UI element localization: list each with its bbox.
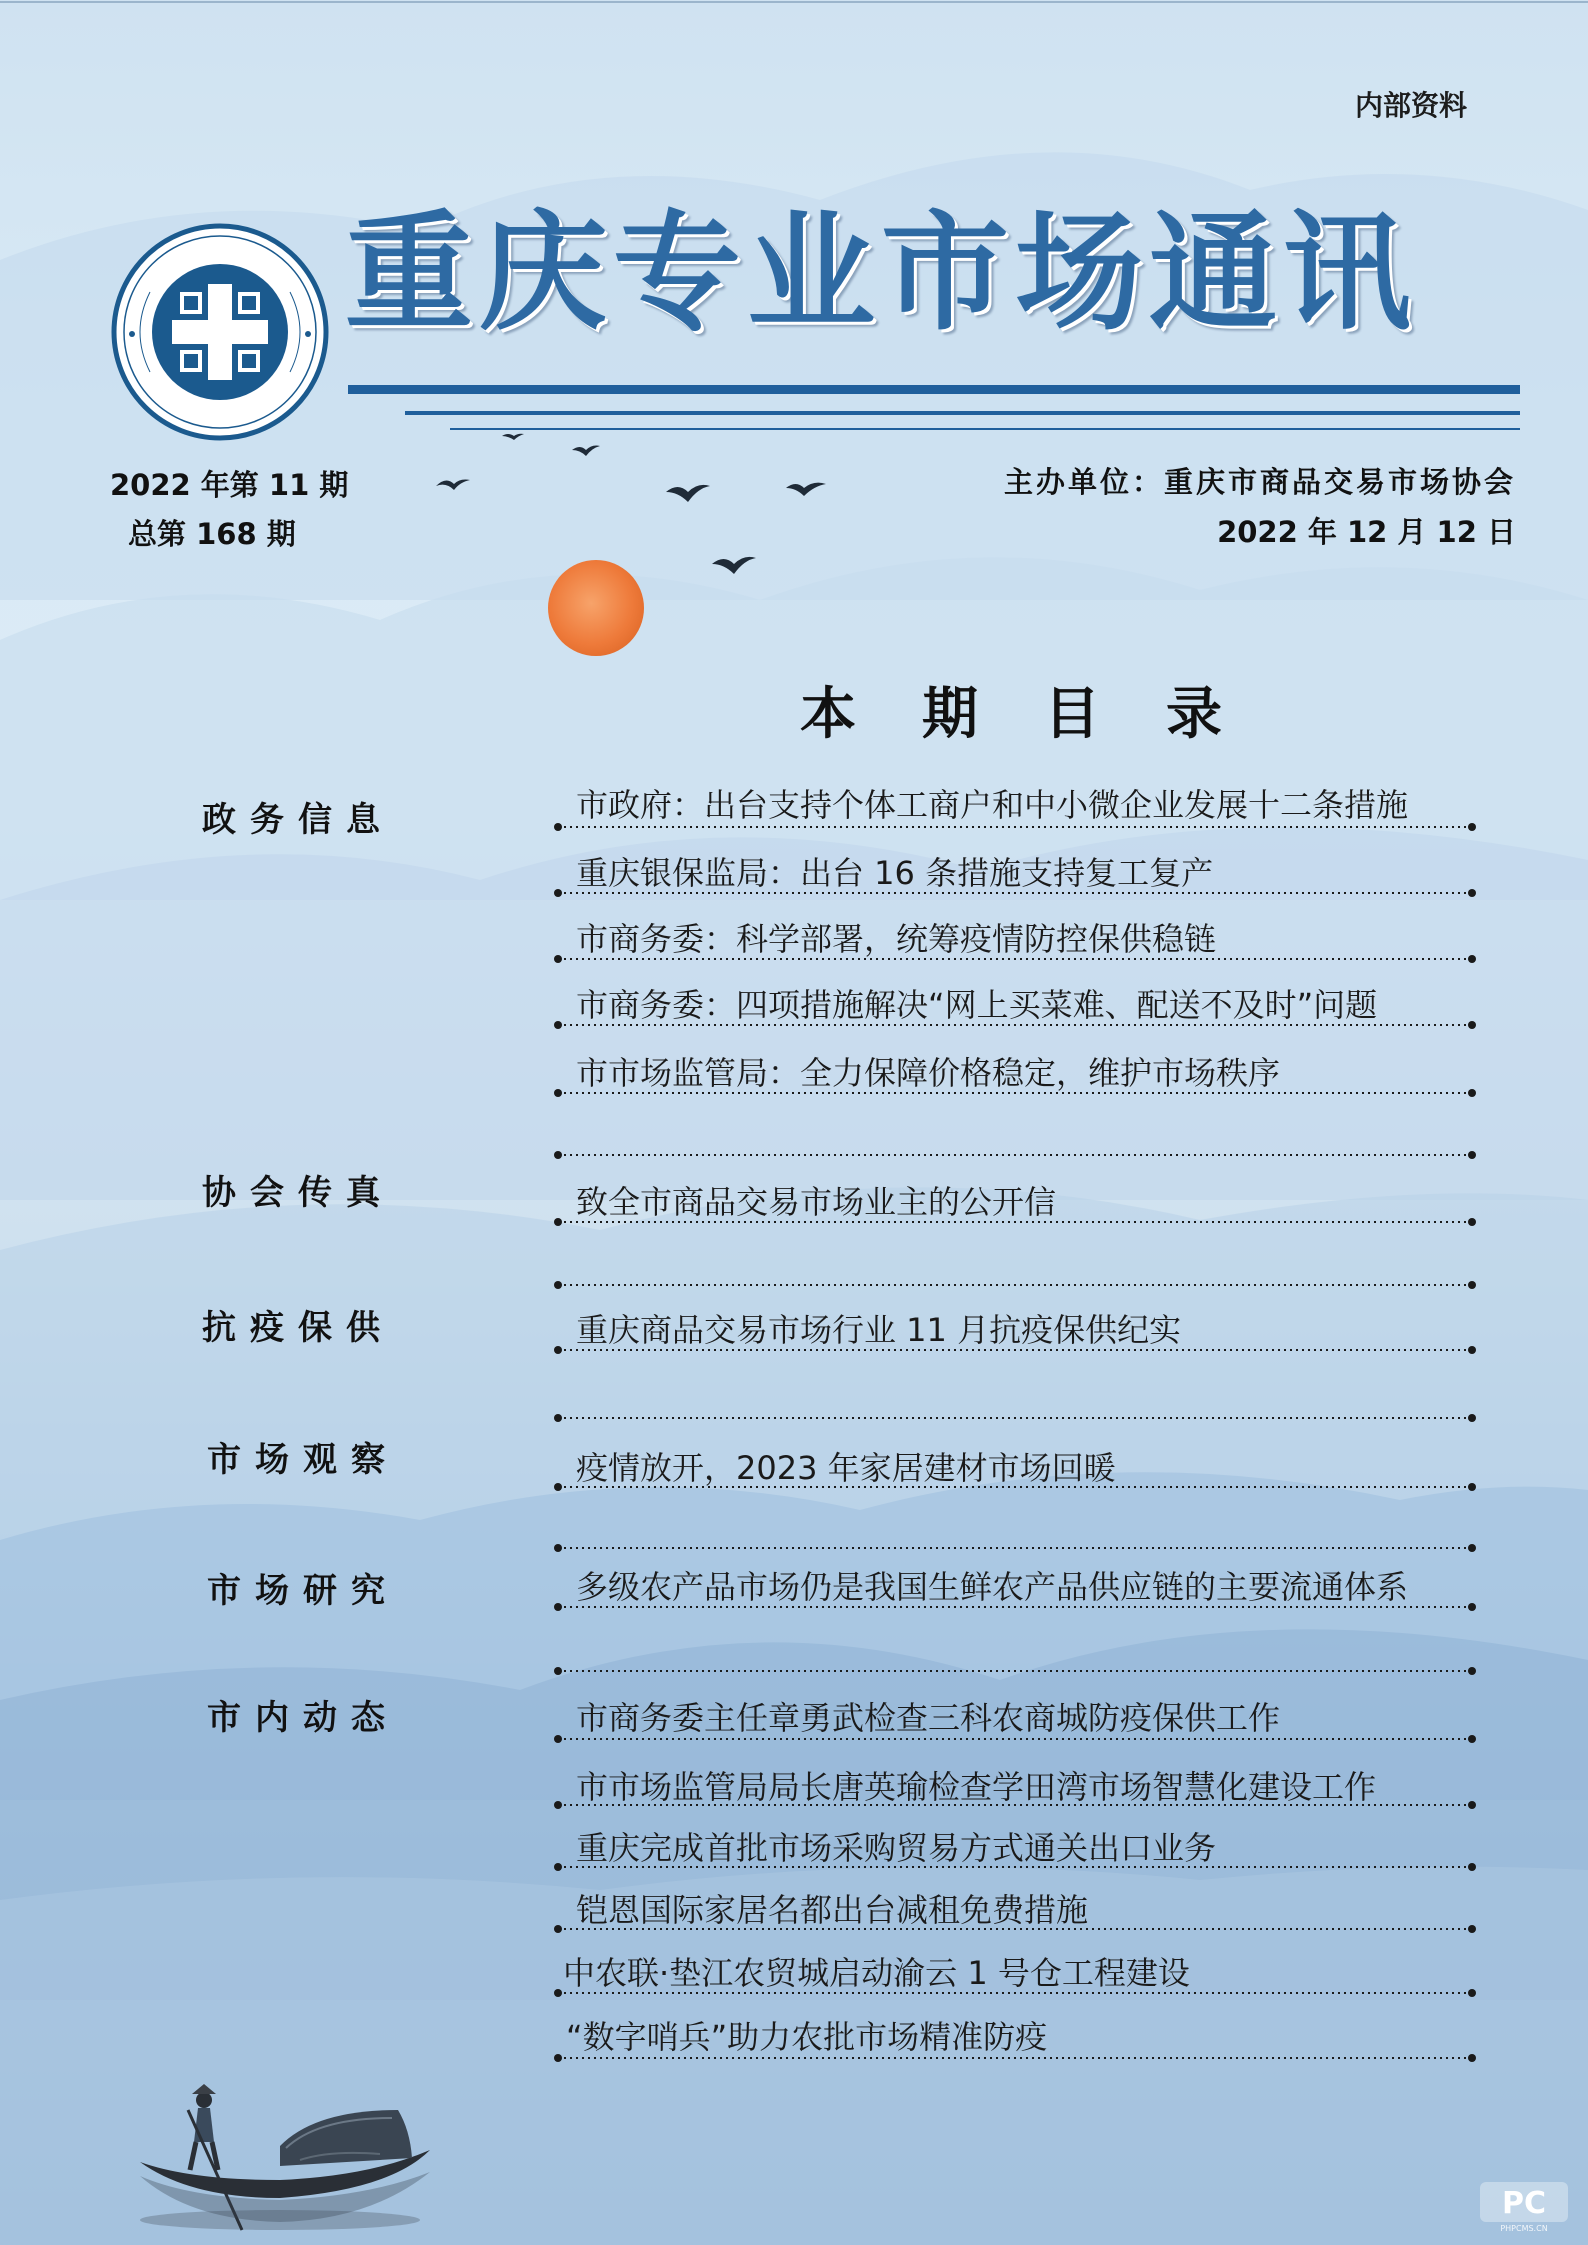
toc-item[interactable]: 市商务委主任章勇武检查三科农商城防疫保供工作 [576, 1699, 1281, 1737]
sponsor-line: 主办单位：重庆市商品交易市场协会 [1003, 465, 1516, 499]
category-market-research: 市场研究 [207, 1571, 399, 1611]
category-epidemic-supply: 抗疫保供 [202, 1308, 394, 1348]
toc-item[interactable]: 重庆银保监局：出台 16 条措施支持复工复产 [576, 854, 1214, 892]
toc-dotted-line [553, 1413, 1477, 1423]
toc-dotted-line [553, 1020, 1477, 1030]
toc-item[interactable]: 中农联·垫江农贸城启动渝云 1 号仓工程建设 [563, 1954, 1190, 1992]
total-issue-number: 总第 168 期 [128, 517, 296, 551]
publish-date: 2022 年 12 月 12 日 [1217, 515, 1516, 549]
svg-text:PC: PC [1501, 2186, 1547, 2221]
toc-dotted-line [553, 1800, 1477, 1810]
category-government-info: 政务信息 [202, 800, 394, 840]
toc-dotted-line [553, 1088, 1477, 1098]
toc-item[interactable]: 市政府：出台支持个体工商户和中小微企业发展十二条措施 [576, 786, 1409, 824]
title-rule-thick [348, 385, 1520, 394]
title-rule-medium [405, 411, 1520, 415]
pc-logo-icon [1478, 2180, 1570, 2224]
toc-dotted-line [553, 1602, 1477, 1612]
toc-item[interactable]: 市商务委：科学部署，统筹疫情防控保供稳链 [576, 920, 1217, 958]
toc-dotted-line [553, 2053, 1477, 2063]
watermark-text: PHPCMS.CN [1500, 2224, 1548, 2233]
toc-dotted-line [553, 1862, 1477, 1872]
toc-dotted-line [553, 822, 1477, 832]
association-logo [110, 222, 330, 442]
toc-dotted-line [553, 1543, 1477, 1553]
toc-item[interactable]: “数字哨兵”助力农批市场精准防疫 [566, 2018, 1048, 2056]
toc-dotted-line [553, 1734, 1477, 1744]
toc-item[interactable]: 重庆完成首批市场采购贸易方式通关出口业务 [576, 1829, 1217, 1867]
boat-illustration [130, 2080, 450, 2245]
toc-item[interactable]: 多级农产品市场仍是我国生鲜农产品供应链的主要流通体系 [576, 1568, 1409, 1606]
issue-number: 2022 年第 11 期 [110, 468, 349, 502]
toc-dotted-line [553, 1482, 1477, 1492]
magazine-title: 重庆专业市场通讯 [345, 199, 1418, 348]
toc-dotted-line [553, 954, 1477, 964]
toc-dotted-line [553, 1666, 1477, 1676]
toc-item[interactable]: 疫情放开，2023 年家居建材市场回暖 [576, 1449, 1116, 1487]
toc-item[interactable]: 市商务委：四项措施解决“网上买菜难、配送不及时”问题 [576, 986, 1378, 1024]
site-watermark [1478, 2180, 1570, 2234]
toc-dotted-line [553, 1280, 1477, 1290]
toc-dotted-line [553, 1924, 1477, 1934]
toc-dotted-line [553, 1150, 1477, 1160]
toc-item[interactable]: 市市场监管局：全力保障价格稳定，维护市场秩序 [576, 1054, 1281, 1092]
toc-dotted-line [553, 1988, 1477, 1998]
toc-item[interactable]: 铠恩国际家居名都出台减租免费措施 [576, 1891, 1089, 1929]
toc-dotted-line [553, 888, 1477, 898]
toc-item[interactable]: 致全市商品交易市场业主的公开信 [576, 1183, 1057, 1221]
category-city-news: 市内动态 [207, 1698, 399, 1738]
toc-item[interactable]: 市市场监管局局长唐英瑜检查学田湾市场智慧化建设工作 [576, 1768, 1377, 1806]
internal-material-label: 内部资料 [1355, 89, 1468, 122]
sun-illustration [548, 560, 644, 656]
category-association-fax: 协会传真 [202, 1173, 394, 1213]
category-market-observation: 市场观察 [207, 1440, 399, 1480]
toc-title: 本期目录 [800, 682, 1288, 747]
toc-dotted-line [553, 1217, 1477, 1227]
birds-illustration [430, 430, 850, 590]
toc-dotted-line [553, 1345, 1477, 1355]
toc-item[interactable]: 重庆商品交易市场行业 11 月抗疫保供纪实 [576, 1311, 1182, 1349]
